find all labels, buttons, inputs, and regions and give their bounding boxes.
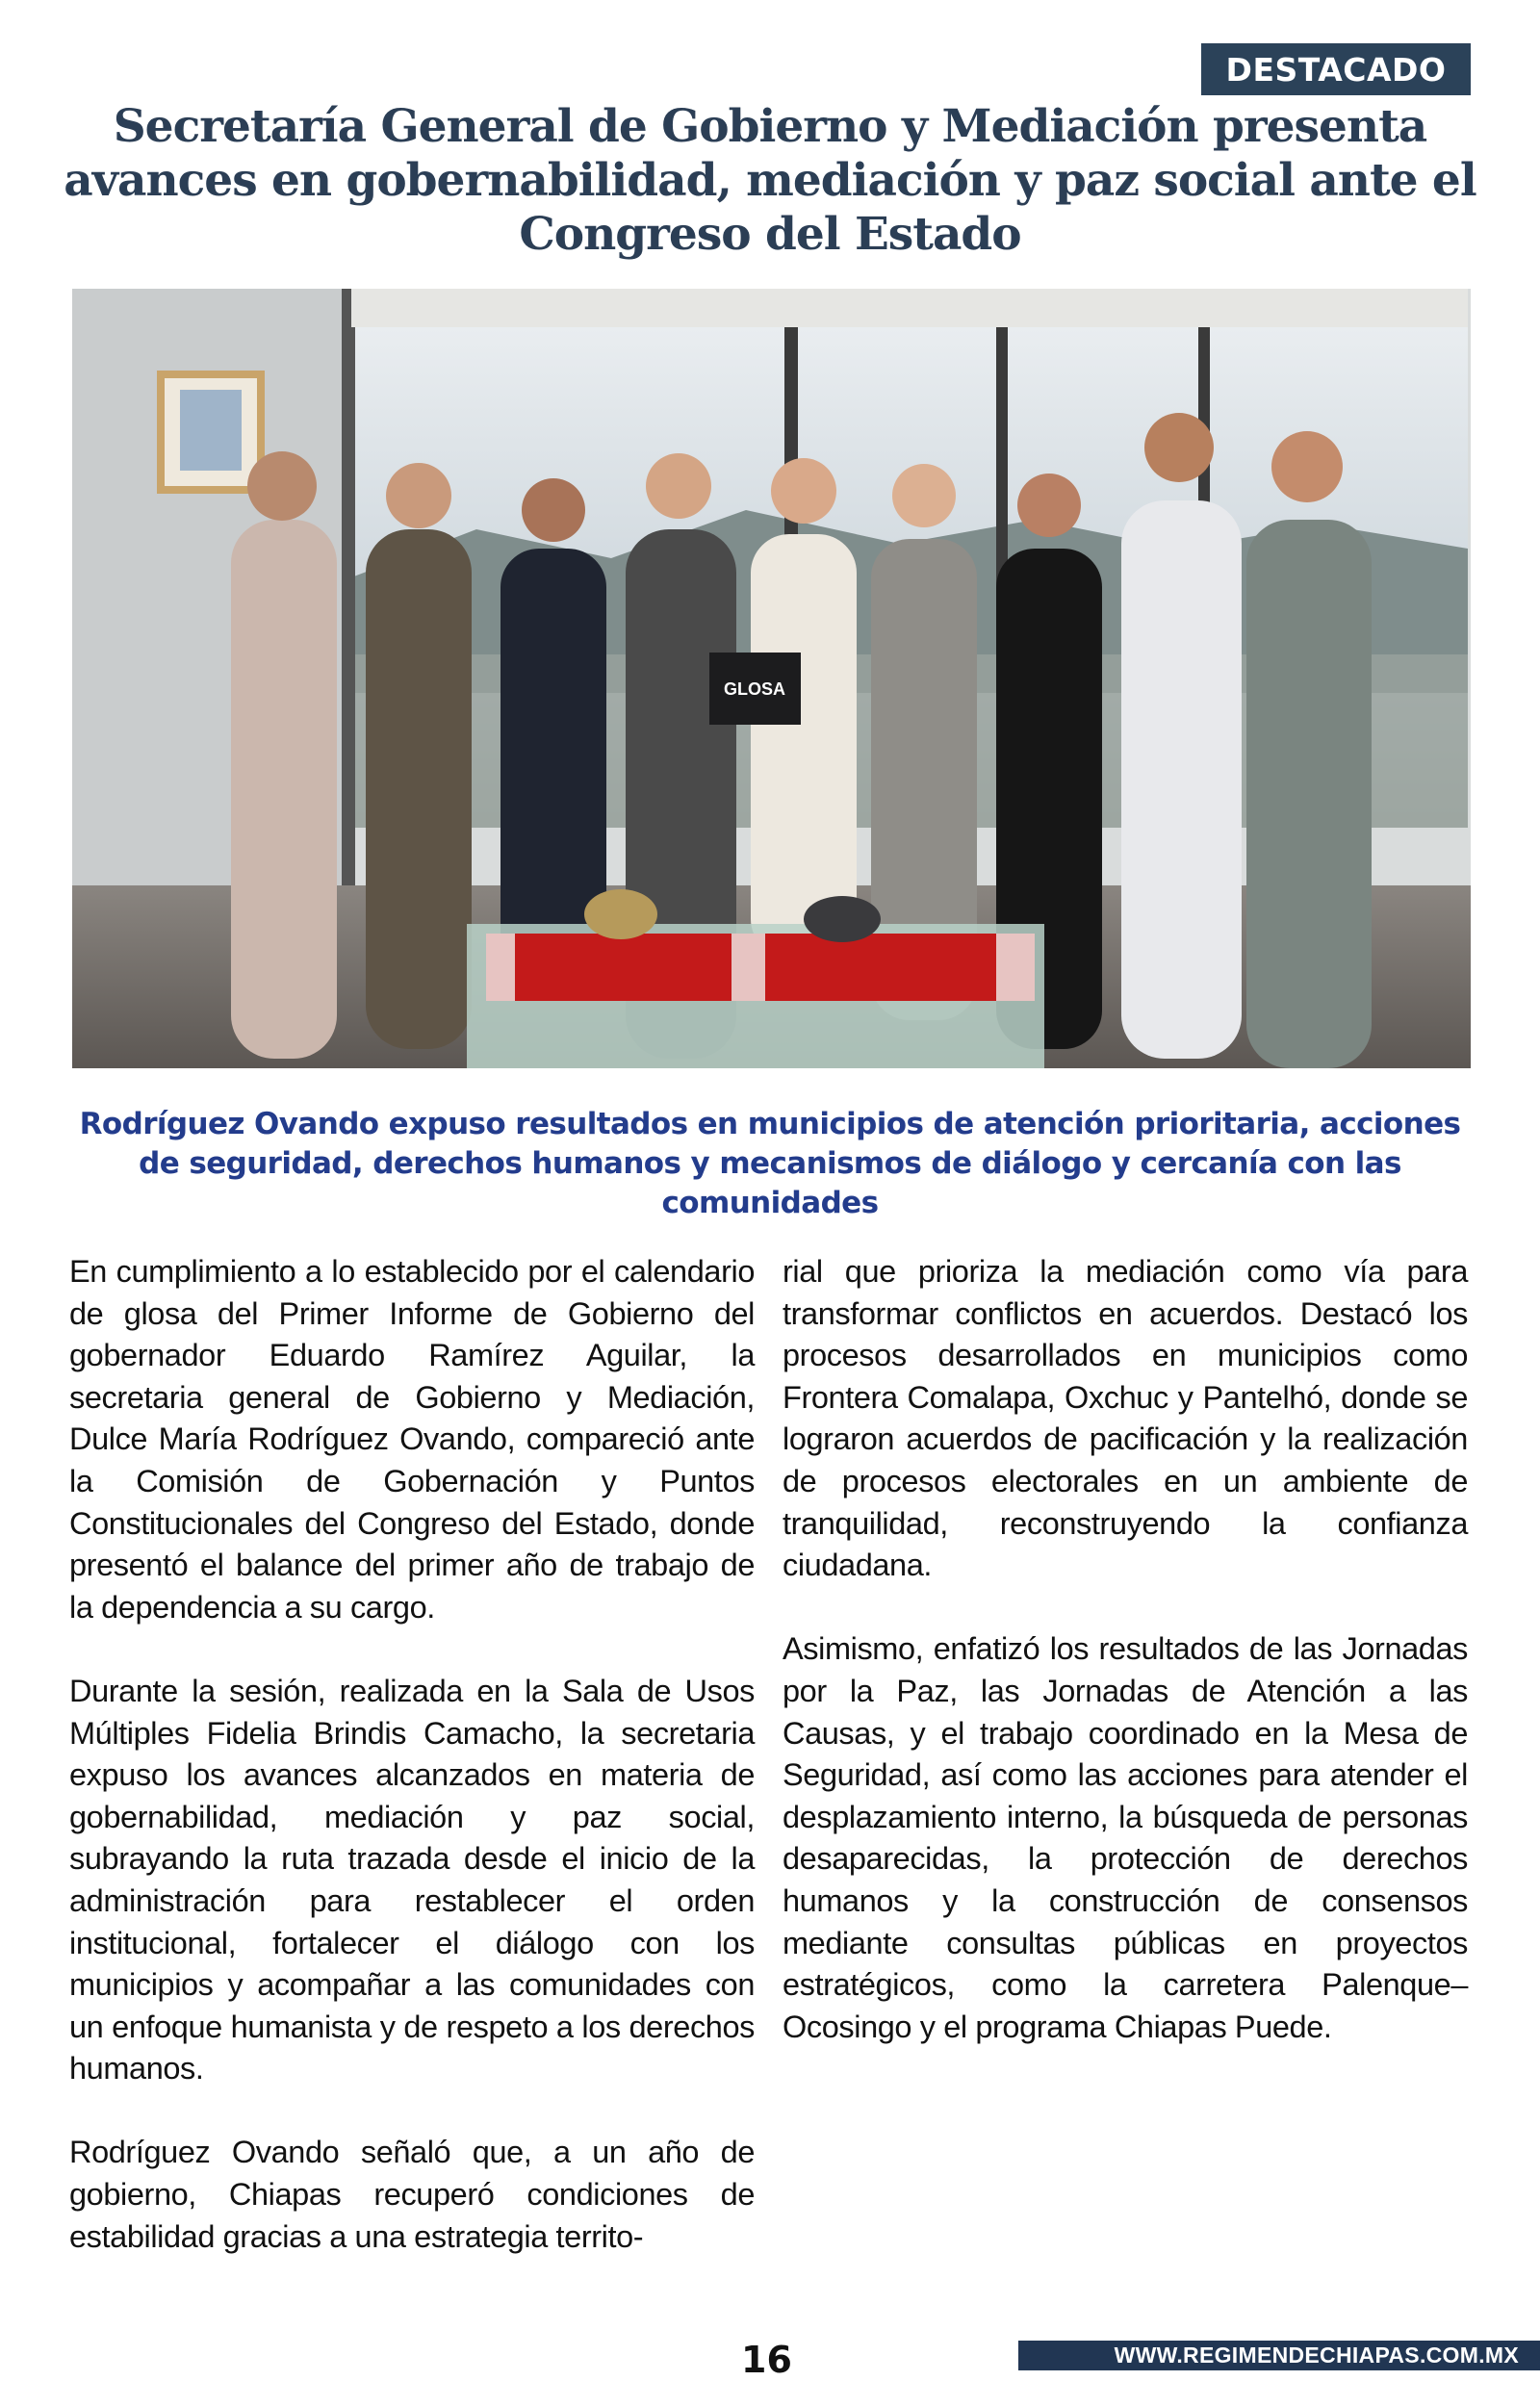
- website-footer-bar: [1018, 2341, 1540, 2370]
- article-title: Secretaría General de Gobierno y Mediación presenta avances en gobernabilidad, mediación y paz social ante el Congreso del Estado: [64, 100, 1476, 261]
- paragraph: En cumplimiento a lo establecido por el calendario de glosa del Primer Informe de Gobierno del gobernador Eduardo Ramírez Aguilar, la secretaria general de Gobierno y Mediación, Dulce María Rodríguez Ovando, compareció ante la Comisión de Gobernación y Puntos Constitucionales del Congreso del Estado, donde presentó el balance del primer año de trabajo de la dependencia a su cargo.: [69, 1254, 755, 1625]
- page-number: 16: [741, 2339, 792, 2381]
- article-column-right: [783, 1251, 1468, 2090]
- paragraph: rial que prioriza la mediación como vía para transformar conflictos en acuerdos. Destacó los procesos desarrollados en municipios como Frontera Comalapa, Oxchuc y Pantelhó, donde se lograron acuerdos de pacificación y la realización de procesos electorales en un ambiente de tranquilidad, reconstruyendo la confianza ciudadana.: [783, 1254, 1468, 1583]
- article-subtitle: Rodríguez Ovando expuso resultados en municipios de atención prioritaria, acciones de seguridad, derechos humanos y mecanismos de diálogo y cercanía con las comunidades: [79, 1107, 1461, 1220]
- paragraph: Rodríguez Ovando señaló que, a un año de gobierno, Chiapas recuperó condiciones de estabilidad gracias a una estrategia territo-: [69, 2135, 755, 2254]
- book-label: GLOSA: [723, 679, 786, 699]
- website-link[interactable]: WWW.REGIMENDECHIAPAS.COM.MX: [1114, 2343, 1519, 2368]
- group-photo-illustration: [72, 289, 1471, 1068]
- section-badge: DESTACADO: [1201, 43, 1471, 95]
- article-column-left: [69, 1251, 755, 2300]
- article-photo: [72, 289, 1471, 1068]
- paragraph: Asimismo, enfatizó los resultados de las Jornadas por la Paz, las Jornadas de Atención a las Causas, y el trabajo coordinado en la Mesa de Seguridad, así como las acciones para atender el desplazamiento interno, la búsqueda de personas desaparecidas, la protección de derechos humanos y la construcción de consensos mediante consultas públicas en proyectos estratégicos, como la carretera Palenque–Ocosingo y el programa Chiapas Puede.: [783, 1631, 1468, 2044]
- paragraph: Durante la sesión, realizada en la Sala de Usos Múltiples Fidelia Brindis Camacho, la secretaria expuso los avances alcanzados en materia de gobernabilidad, mediación y paz social, subrayando la ruta trazada desde el inicio de la administración para restablecer el orden institucional, fortalecer el diálogo con los municipios y acompañar a las comunidades con un enfoque humanista y de respeto a los derechos humanos.: [69, 1673, 755, 2087]
